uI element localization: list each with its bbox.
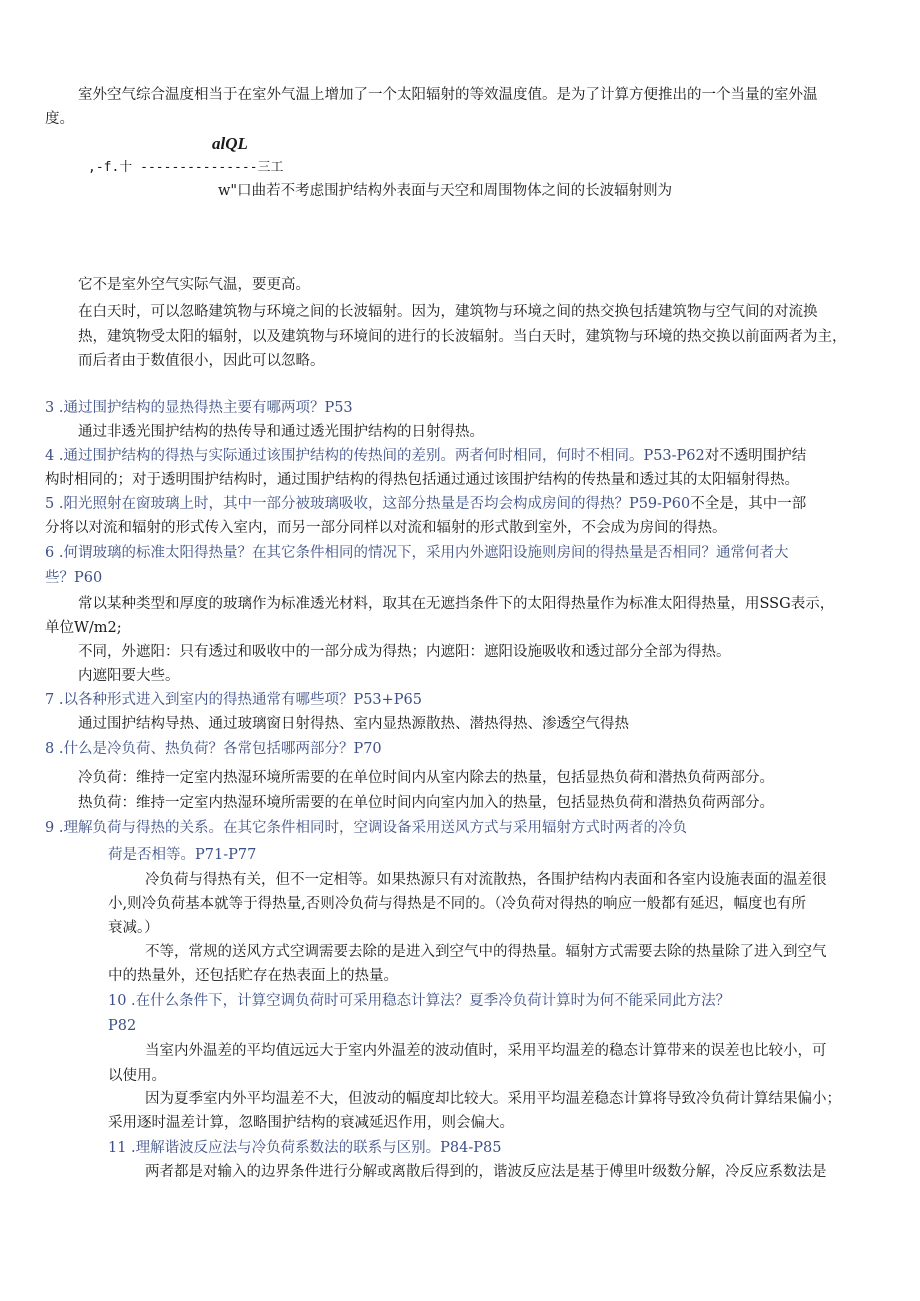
question-5: 5 .阳光照射在窗玻璃上时，其中一部分被玻璃吸收，这部分热量是否均会构成房间的得热？P59-P60: [45, 496, 691, 512]
intro-para-1a: 室外空气综合温度相当于在室外气温上增加了一个太阳辐射的等效温度值。是为了计算方便推出的一个当量的室外温: [78, 87, 818, 103]
answer-8b: 热负荷：维持一定室内热湿环境所需要的在单位时间内向室内加入的热量，包括显热负荷和潜热负荷两部分。: [78, 795, 774, 811]
answer-5-cont: 分将以对流和辐射的形式传入室内，而另一部分同样以对流和辐射的形式散到室外，不会成为房间的得热。: [45, 520, 727, 536]
formula-line: ,-f.十 ---------------三工: [88, 160, 284, 175]
answer-9c: 衰减。）: [108, 920, 159, 936]
question-9b: 荷是否相等。P71-P77: [108, 847, 257, 863]
intro-para-2: 它不是室外空气实际气温，要更高。: [78, 277, 310, 293]
question-6b: 些？P60: [45, 570, 103, 586]
answer-5-inline: 不全是，其中一部: [690, 496, 807, 512]
question-8: 8 .什么是冷负荷、热负荷？各常包括哪两部分？P70: [45, 741, 382, 757]
question-5-line: [45, 494, 806, 514]
question-11: 11 .理解谐波反应法与冷负荷系数法的联系与区别。P84-P85: [108, 1140, 502, 1156]
answer-3: 通过非透光围护结构的热传导和通过透光围护结构的日射得热。: [78, 424, 484, 440]
question-10a: 10 .在什么条件下，计算空调负荷时可采用稳态计算法？夏季冷负荷计算时为何不能采同此方法？: [108, 993, 731, 1009]
answer-6b: 单位W/m2;: [45, 620, 122, 636]
answer-10d: 采用逐时温差计算，忽略围护结构的衰减延迟作用，则会偏大。: [108, 1115, 514, 1131]
answer-4-inline: 对不透明围护结: [704, 448, 807, 464]
answer-11a: 两者都是对输入的边界条件进行分解或离散后得到的，谐波反应法是基于傅里叶级数分解，冷反应系数法是: [145, 1164, 827, 1180]
answer-6a: 常以某种类型和厚度的玻璃作为标准透光材料，取其在无遮挡条件下的太阳得热量作为标准太阳得热量，用SSG表示，: [78, 596, 835, 612]
question-6a: 6 .何谓玻璃的标准太阳得热量？在其它条件相同的情况下，采用内外遮阳设施则房间的得热量是否相同？通常何者大: [45, 545, 789, 561]
intro-para-3c: 而后者由于数值很小，因此可以忽略。: [78, 353, 325, 369]
intro-para-1b: 度。: [45, 111, 74, 127]
answer-9e: 中的热量外，还包括贮存在热表面上的热量。: [108, 968, 398, 984]
intro-para-3a: 在白天时，可以忽略建筑物与环境之间的长波辐射。因为，建筑物与环境之间的热交换包括建筑物与空气间的对流换: [78, 304, 818, 320]
answer-8a: 冷负荷：维持一定室内热湿环境所需要的在单位时间内从室内除去的热量，包括显热负荷和潜热负荷两部分。: [78, 770, 774, 786]
answer-9a: 冷负荷与得热有关，但不一定相等。如果热源只有对流散热，各围护结构内表面和各室内设施表面的温差很: [145, 872, 827, 888]
answer-10b: 以使用。: [108, 1068, 166, 1084]
question-4-line: [45, 446, 806, 466]
question-10b: P82: [108, 1018, 137, 1034]
answer-4-cont: 构时相同的；对于透明围护结构时，通过围护结构的得热包括通过通过该围护结构的传热量和透过其的太阳辐射得热。: [45, 472, 799, 488]
answer-9d: 不等，常规的送风方式空调需要去除的是进入到空气中的得热量。辐射方式需要去除的热量除了进入到空气: [145, 944, 827, 960]
answer-7: 通过围护结构导热、通过玻璃窗日射得热、室内显热源散热、潜热得热、渗透空气得热: [78, 716, 629, 732]
answer-6d: 内遮阳要大些。: [78, 668, 180, 684]
formula-top: alQL: [212, 134, 248, 153]
answer-10c: 因为夏季室内外平均温差不大，但波动的幅度却比较大。采用平均温差稳态计算将导致冷负荷计算结果偏小；: [145, 1091, 841, 1107]
answer-9b: 小,则冷负荷基本就等于得热量,否则冷负荷与得热是不同的。（冷负荷对得热的响应一般都有延迟，幅度也有所: [108, 896, 806, 912]
answer-6c: 不同，外遮阳：只有透过和吸收中的一部分成为得热；内遮阳：遮阳设施吸收和透过部分全部为得热。: [78, 644, 731, 660]
intro-para-3b: 热，建筑物受太阳的辐射，以及建筑物与环境间的进行的长波辐射。当白天时，建筑物与环境的热交换以前面两者为主，: [78, 329, 847, 345]
answer-10a: 当室内外温差的平均值远远大于室内外温差的波动值时，采用平均温差的稳态计算带来的误差也比较小，可: [145, 1043, 827, 1059]
question-9a: 9 .理解负荷与得热的关系。在其它条件相同时，空调设备采用送风方式与采用辐射方式时两者的冷负: [45, 820, 687, 836]
question-3: 3 .通过围护结构的显热得热主要有哪两项？P53: [45, 400, 353, 416]
question-4: 4 .通过围护结构的得热与实际通过该围护结构的传热间的差别。两者何时相同，何时不相同。P53-P62: [45, 448, 705, 464]
question-7: 7 .以各种形式进入到室内的得热通常有哪些项？P53+P65: [45, 692, 423, 708]
formula-note: w"口曲若不考虑围护结构外表面与天空和周围物体之间的长波辐射则为: [218, 183, 673, 199]
